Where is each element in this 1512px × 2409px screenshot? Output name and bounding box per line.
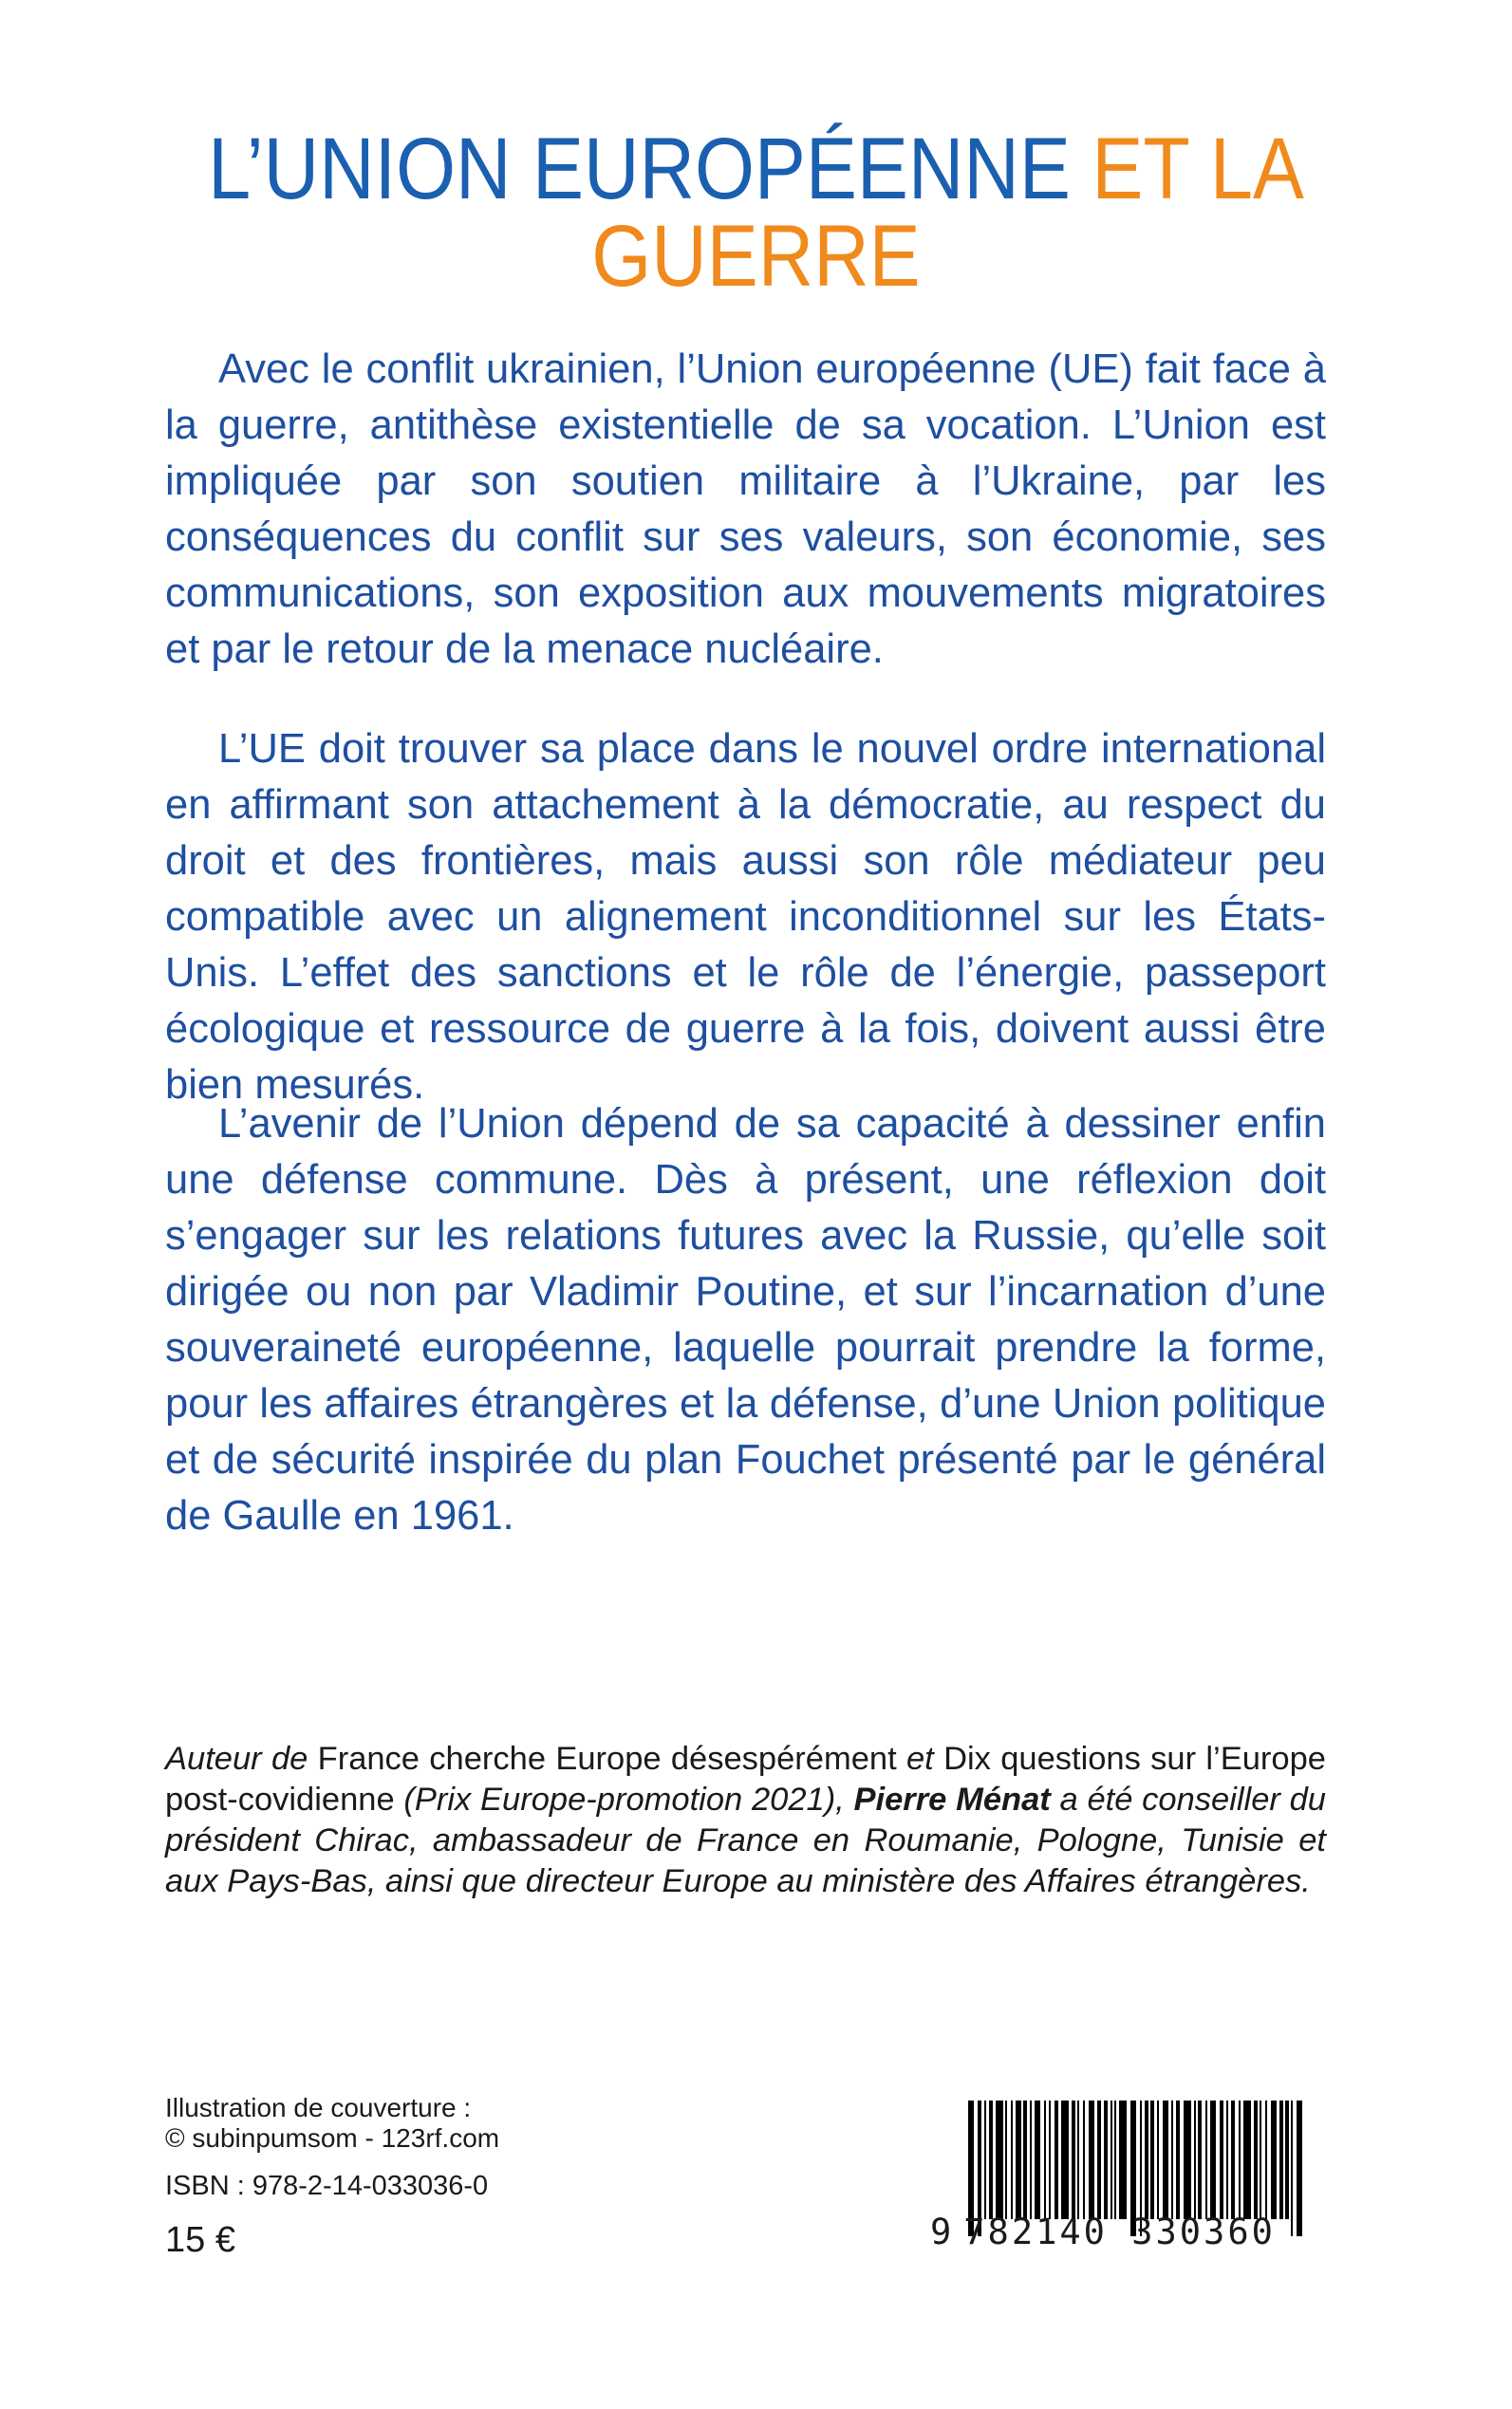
barcode-bar bbox=[1044, 2101, 1046, 2219]
illustration-credit: Illustration de couverture : © subinpumsom - 123rf.com bbox=[165, 2093, 500, 2153]
barcode-bar bbox=[1023, 2101, 1027, 2219]
barcode-bar bbox=[1097, 2101, 1101, 2219]
blurb-paragraph-3: L’avenir de l’Union dépend de sa capacité à dessiner enfin une défense commune. Dès à présent, une réflexion doit s’engager sur les relations futures avec la Russie, qu’elle soit dirigée ou non par Vladimir Poutine, et sur l’incarnation d’une souveraineté européenne, laquelle pourrait prendre la forme, pour les affaires étrangères et la défense, d’une Union politique et de sécurité inspirée du plan Fouchet présenté par le général de Gaulle en 1961. bbox=[165, 1101, 1326, 1539]
barcode-bar bbox=[1226, 2101, 1228, 2219]
blurb-paragraph-2: L’UE doit trouver sa place dans le nouvel ordre international en affirmant son attachement à la démocratie, au respect du droit et des frontières, mais aussi son rôle médiateur peu compatible avec un alignement inconditionnel sur les États-Unis. L’effet des sanctions et le rôle de l’énergie, passeport écologique et ressource de guerre à la fois, doivent aussi être bien mesurés. bbox=[165, 726, 1326, 1108]
author-bio: Auteur de France cherche Europe désespérément et Dix questions sur l’Europe post-covidienne (Prix Europe-promotion 2021), Pierre Ménat a été conseiller du président Chirac, ambassadeur de France en Roumanie, Pologne, Tunisie et aux Pays-Bas, ainsi que directeur Europe au ministère des Affaires étrangères. bbox=[165, 1741, 1326, 1899]
blurb-paragraph-1: Avec le conflit ukrainien, l’Union européenne (UE) fait face à la guerre, antithèse existentielle de sa vocation. L’Union est impliquée par son soutien militaire à l’Ukraine, par les conséquences du conflit sur ses valeurs, son économie, ses communications, son exposition aux mouvements migratoires et par le retour de la menace nucléaire. bbox=[165, 346, 1326, 672]
barcode-bar bbox=[1089, 2101, 1094, 2219]
barcode-bar bbox=[1184, 2101, 1191, 2219]
barcode-bar bbox=[1119, 2101, 1127, 2219]
barcode-bar bbox=[996, 2101, 1003, 2219]
barcode-bar bbox=[1077, 2101, 1079, 2219]
barcode-bar bbox=[1016, 2101, 1021, 2219]
barcode-bar bbox=[1210, 2101, 1216, 2219]
barcode-bar bbox=[1104, 2101, 1108, 2219]
barcode-bar bbox=[1271, 2101, 1277, 2219]
barcode-bar bbox=[1150, 2101, 1154, 2219]
barcode-bar bbox=[1279, 2101, 1283, 2219]
barcode-bar bbox=[989, 2101, 993, 2219]
barcode-bar bbox=[1111, 2101, 1112, 2219]
barcode-bar bbox=[1254, 2101, 1258, 2219]
title-part-2: ET LA GUERRE bbox=[591, 121, 1304, 305]
barcode-bar bbox=[1239, 2101, 1241, 2219]
barcode-bar bbox=[1198, 2101, 1202, 2219]
barcode-bar bbox=[1005, 2101, 1007, 2219]
barcode-bar bbox=[1083, 2101, 1085, 2219]
barcode-bar bbox=[1265, 2101, 1267, 2219]
barcode-bar bbox=[1194, 2101, 1196, 2219]
book-title bbox=[91, 121, 1422, 305]
barcode bbox=[968, 2101, 1310, 2219]
barcode-bar bbox=[1163, 2101, 1168, 2219]
author-name: Pierre Ménat bbox=[853, 1782, 1051, 1818]
barcode-number: 9 782140 330360 bbox=[930, 2212, 1276, 2252]
barcode-bar bbox=[1049, 2101, 1051, 2219]
barcode-bar bbox=[1157, 2101, 1159, 2219]
barcode-bar bbox=[1243, 2101, 1251, 2219]
barcode-bar bbox=[1260, 2101, 1261, 2219]
barcode-bar bbox=[1176, 2101, 1180, 2219]
barcode-bar bbox=[1220, 2101, 1223, 2219]
barcode-bar bbox=[1030, 2101, 1032, 2219]
barcode-bar bbox=[984, 2101, 986, 2219]
barcode-bar bbox=[1171, 2101, 1173, 2219]
barcode-bar bbox=[1114, 2101, 1116, 2219]
barcode-bar bbox=[1055, 2101, 1058, 2219]
isbn: ISBN : 978-2-14-033036-0 bbox=[165, 2171, 489, 2201]
barcode-bar bbox=[1205, 2101, 1207, 2219]
barcode-bar bbox=[1035, 2101, 1040, 2219]
barcode-bar bbox=[1011, 2101, 1013, 2219]
barcode-bar bbox=[1061, 2101, 1069, 2219]
price: 15 € bbox=[165, 2220, 235, 2260]
title-part-1: L’UNION EUROPÉENNE bbox=[208, 121, 1071, 217]
barcode-bar bbox=[1285, 2101, 1289, 2219]
barcode-bar bbox=[1145, 2101, 1148, 2219]
barcode-bar bbox=[1072, 2101, 1075, 2219]
barcode-bar bbox=[1231, 2101, 1235, 2219]
